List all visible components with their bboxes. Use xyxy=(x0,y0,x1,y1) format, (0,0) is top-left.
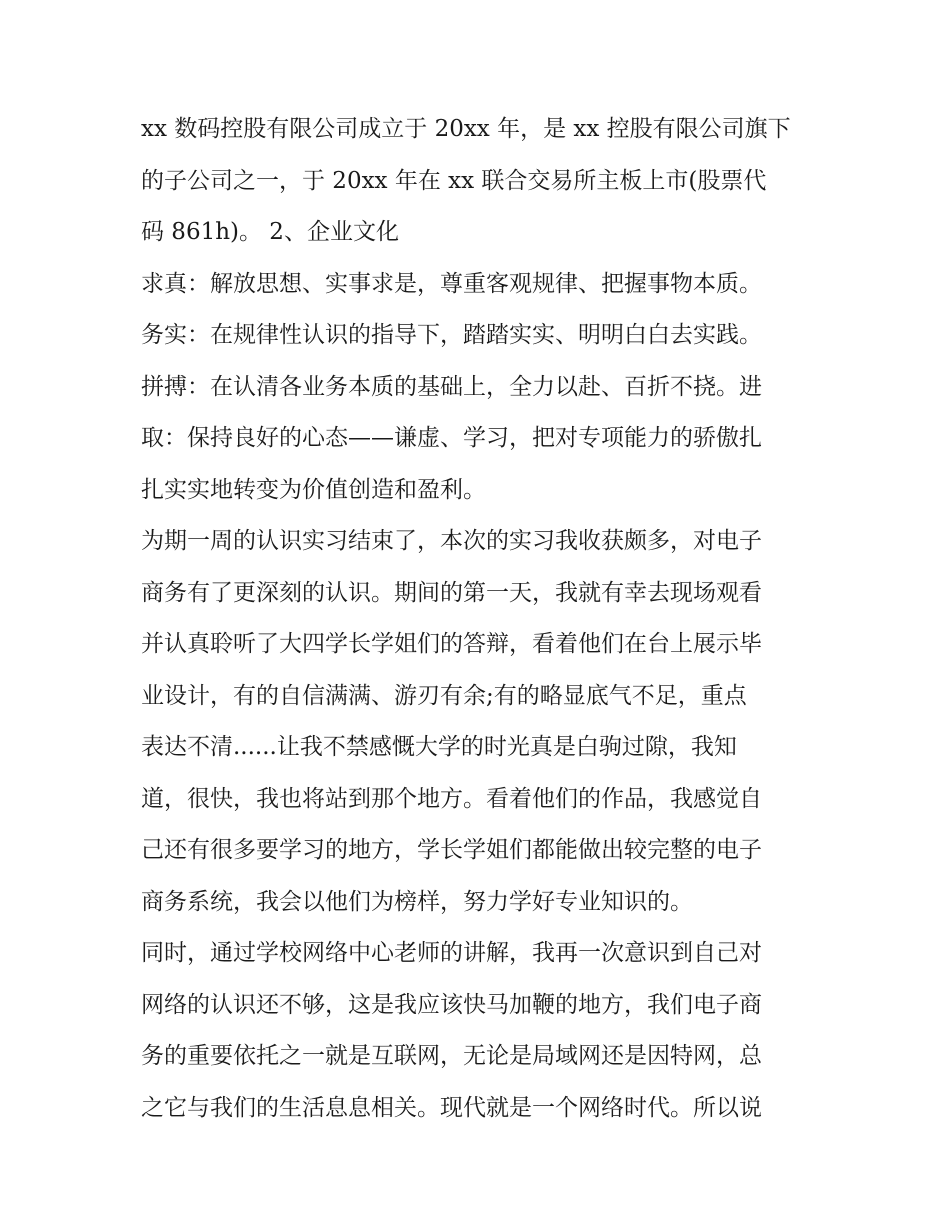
body-text xyxy=(141,104,821,1134)
text-line: xx 数码控股有限公司成立于 20xx 年，是 xx 控股有限公司旗下 xyxy=(141,116,791,142)
text-line: 务实：在规律性认识的指导下，踏踏实实、明明白白去实践。 xyxy=(141,322,762,348)
text-line: 网络的认识还不够，这是我应该快马加鞭的地方，我们电子商 xyxy=(141,991,762,1018)
text-line: 的子公司之一，于 20xx 年在 xx 联合交易所主板上市(股票代 xyxy=(141,167,767,194)
text-line: 商务有了更深刻的认识。期间的第一天，我就有幸去现场观看 xyxy=(141,579,762,606)
text-line: 码 861h)。 2、企业文化 xyxy=(141,219,399,245)
text-line: 为期一周的认识实习结束了，本次的实习我收获颇多，对电子 xyxy=(141,528,762,554)
text-line: 并认真聆听了大四学长学姐们的答辩，看着他们在台上展示毕 xyxy=(141,631,762,657)
text-line: 道，很快，我也将站到那个地方。看着他们的作品，我感觉自 xyxy=(141,785,762,812)
text-line: 取：保持良好的心态——谦虚、学习，把对专项能力的骄傲扎 xyxy=(141,425,762,451)
text-line: 表达不清......让我不禁感慨大学的时光真是白驹过隙，我知 xyxy=(141,734,737,760)
text-line: 商务系统，我会以他们为榜样，努力学好专业知识的。 xyxy=(141,888,693,915)
text-line: 之它与我们的生活息息相关。现代就是一个网络时代。所以说 xyxy=(141,1094,762,1121)
text-line: 己还有很多要学习的地方，学长学姐们都能做出较完整的电子 xyxy=(141,837,762,863)
text-line: 同时，通过学校网络中心老师的讲解，我再一次意识到自己对 xyxy=(141,940,762,966)
text-line: 扎实实地转变为价值创造和盈利。 xyxy=(141,476,486,503)
text-line: 求真：解放思想、实事求是，尊重客观规律、把握事物本质。 xyxy=(141,270,762,297)
text-line: 拼搏：在认清各业务本质的基础上，全力以赴、百折不挠。进 xyxy=(141,373,762,400)
text-line: 务的重要依托之一就是互联网，无论是局域网还是因特网，总 xyxy=(141,1043,762,1069)
text-line: 业设计，有的自信满满、游刃有余;有的略显底气不足，重点 xyxy=(141,682,747,709)
